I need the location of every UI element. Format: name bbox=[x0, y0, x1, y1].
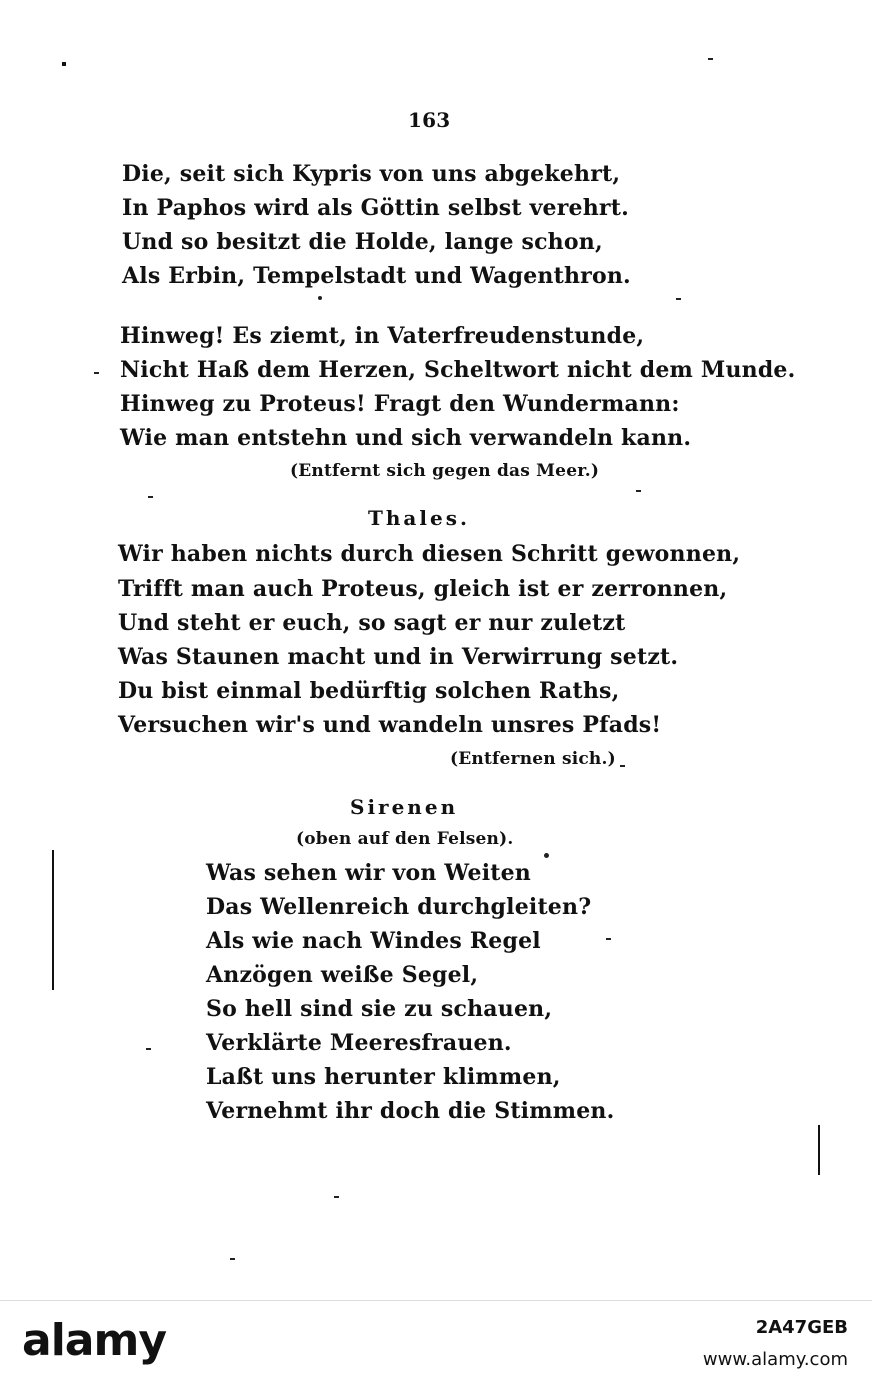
verse-line: Als Erbin, Tempelstadt und Wagenthron. bbox=[122, 263, 631, 289]
verse-line: Du bist einmal bedürftig solchen Raths, bbox=[118, 678, 620, 704]
verse-line: In Paphos wird als Göttin selbst verehrt. bbox=[122, 195, 629, 221]
scan-speck bbox=[636, 490, 641, 492]
scan-speck bbox=[318, 296, 322, 300]
verse-line: Nicht Haß dem Herzen, Scheltwort nicht dem Munde. bbox=[120, 357, 796, 383]
stage-direction: (oben auf den Felsen). bbox=[296, 829, 514, 849]
scan-edge-mark bbox=[818, 1125, 820, 1175]
verse-line: Trifft man auch Proteus, gleich ist er zerronnen, bbox=[118, 576, 728, 602]
scan-speck bbox=[94, 372, 99, 374]
scan-speck bbox=[148, 496, 153, 498]
scan-speck bbox=[620, 765, 625, 767]
speaker-name: Thales. bbox=[368, 506, 470, 530]
verse-line: Was Staunen macht und in Verwirrung setzt. bbox=[118, 644, 679, 670]
watermark-footer bbox=[0, 1300, 872, 1391]
speaker-name: Sirenen bbox=[350, 795, 459, 819]
scan-speck bbox=[544, 853, 549, 858]
verse-line: Anzögen weiße Segel, bbox=[206, 962, 479, 988]
verse-line: Als wie nach Windes Regel bbox=[206, 928, 541, 954]
alamy-logo: alamy bbox=[22, 1315, 166, 1366]
page-number: 163 bbox=[408, 108, 451, 132]
verse-line: Hinweg zu Proteus! Fragt den Wundermann: bbox=[120, 391, 680, 417]
scan-speck bbox=[606, 938, 611, 940]
verse-line: Laßt uns herunter klimmen, bbox=[206, 1064, 561, 1090]
verse-line: Und so besitzt die Holde, lange schon, bbox=[122, 229, 603, 255]
verse-line: Das Wellenreich durchgleiten? bbox=[206, 894, 592, 920]
scan-edge-mark bbox=[62, 62, 66, 66]
verse-line: Hinweg! Es ziemt, in Vaterfreudenstunde, bbox=[120, 323, 645, 349]
scan-speck bbox=[334, 1196, 339, 1198]
verse-line: Versuchen wir's und wandeln unsres Pfads! bbox=[118, 712, 662, 738]
image-id-label: 2A47GEB bbox=[755, 1317, 848, 1338]
verse-line: Und steht er euch, so sagt er nur zuletzt bbox=[118, 610, 626, 636]
verse-line: Vernehmt ihr doch die Stimmen. bbox=[206, 1098, 615, 1124]
verse-line: Verklärte Meeresfrauen. bbox=[206, 1030, 512, 1056]
verse-line: Die, seit sich Kypris von uns abgekehrt, bbox=[122, 161, 621, 187]
scan-speck bbox=[230, 1258, 235, 1260]
site-url-label: www.alamy.com bbox=[702, 1349, 848, 1370]
verse-line: Was sehen wir von Weiten bbox=[206, 860, 532, 886]
stage-direction: (Entfernt sich gegen das Meer.) bbox=[290, 461, 600, 481]
scan-speck bbox=[708, 58, 713, 60]
verse-line: Wie man entstehn und sich verwandeln kann. bbox=[120, 425, 692, 451]
scan-speck bbox=[676, 298, 681, 300]
scan-speck bbox=[146, 1048, 151, 1050]
verse-line: Wir haben nichts durch diesen Schritt gewonnen, bbox=[118, 541, 741, 567]
verse-line: So hell sind sie zu schauen, bbox=[206, 996, 553, 1022]
scan-edge-mark bbox=[52, 850, 54, 990]
stage-direction: (Entfernen sich.) bbox=[450, 749, 616, 769]
